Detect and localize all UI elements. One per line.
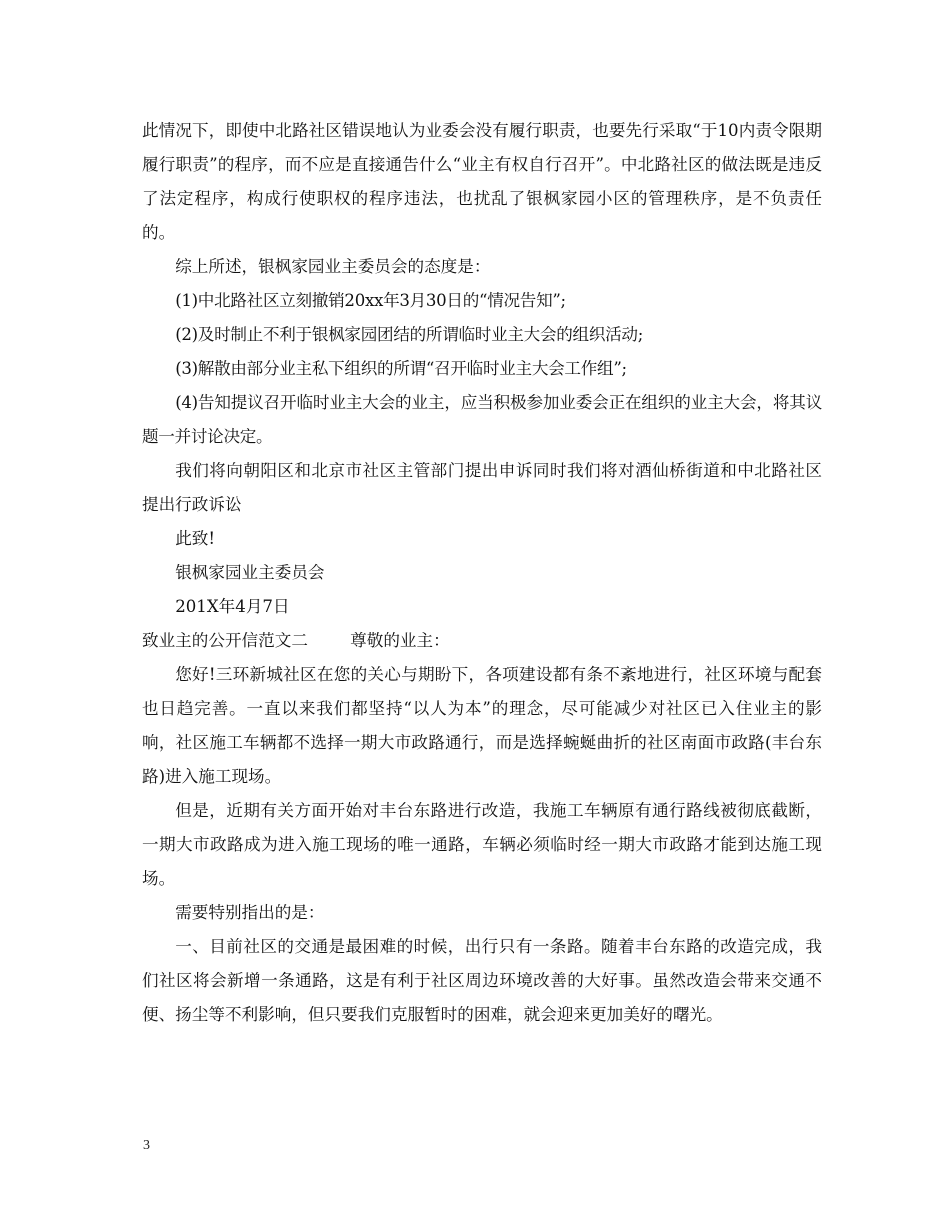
paragraph-appeal: 我们将向朝阳区和北京市社区主管部门提出申诉同时我们将对酒仙桥街道和中北路社区提出行政诉讼 <box>142 461 822 514</box>
list-item: (1)中北路社区立刻撤销20xx年3月30日的“情况告知”; <box>175 291 566 310</box>
signature-committee: 银枫家园业主委员会 <box>175 563 325 582</box>
list-item: (3)解散由部分业主私下组织的所谓“召开临时业主大会工作组”; <box>175 359 627 378</box>
paragraph-greeting: 您好!三环新城社区在您的关心与期盼下，各项建设都有条不紊地进行，社区环境与配套也日趋完善。一直以来我们都坚持“以人为本”的理念，尽可能减少对社区已入住业主的影响，社区施工车辆都不选择一期大市政路通行，而是选择蜿蜒曲折的社区南面市政路(丰台东路)进入施工现场。 <box>142 665 822 786</box>
list-item: (2)及时制止不利于银枫家园团结的所谓临时业主大会的组织活动; <box>175 325 644 344</box>
paragraph-summary: 综上所述，银枫家园业主委员会的态度是： <box>175 257 491 276</box>
paragraph-road-notice: 但是，近期有关方面开始对丰台东路进行改造，我施工车辆原有通行路线被彻底截断，一期大市政路成为进入施工现场的唯一通路，车辆必须临时经一期大市政路才能到达施工现场。 <box>142 801 822 888</box>
paragraph-emphasis-intro: 需要特别指出的是： <box>175 903 325 922</box>
paragraph-continuation: 此情况下，即使中北路社区错误地认为业委会没有履行职责，也要先行采取“于10内责令限期履行职责”的程序，而不应是直接通告什么“业主有权自行召开”。中北路社区的做法既是违反了法定程序，构成行使职权的程序违法，也扰乱了银枫家园小区的管理秩序，是不负责任的。 <box>142 121 822 242</box>
document-body <box>142 114 822 1032</box>
letter-heading: 致业主的公开信范文二 尊敬的业主： <box>142 631 450 650</box>
page-number: 3 <box>143 1138 150 1153</box>
list-item: (4)告知提议召开临时业主大会的业主，应当积极参加业委会正在组织的业主大会，将其议题一并讨论决定。 <box>142 393 822 446</box>
closing-salutation: 此致! <box>175 529 216 548</box>
signature-date: 201X年4月7日 <box>175 597 290 616</box>
paragraph-point-one: 一、目前社区的交通是最困难的时候，出行只有一条路。随着丰台东路的改造完成，我们社区将会新增一条通路，这是有利于社区周边环境改善的大好事。虽然改造会带来交通不便、扬尘等不利影响，但只要我们克服暂时的困难，就会迎来更加美好的曙光。 <box>142 937 822 1024</box>
